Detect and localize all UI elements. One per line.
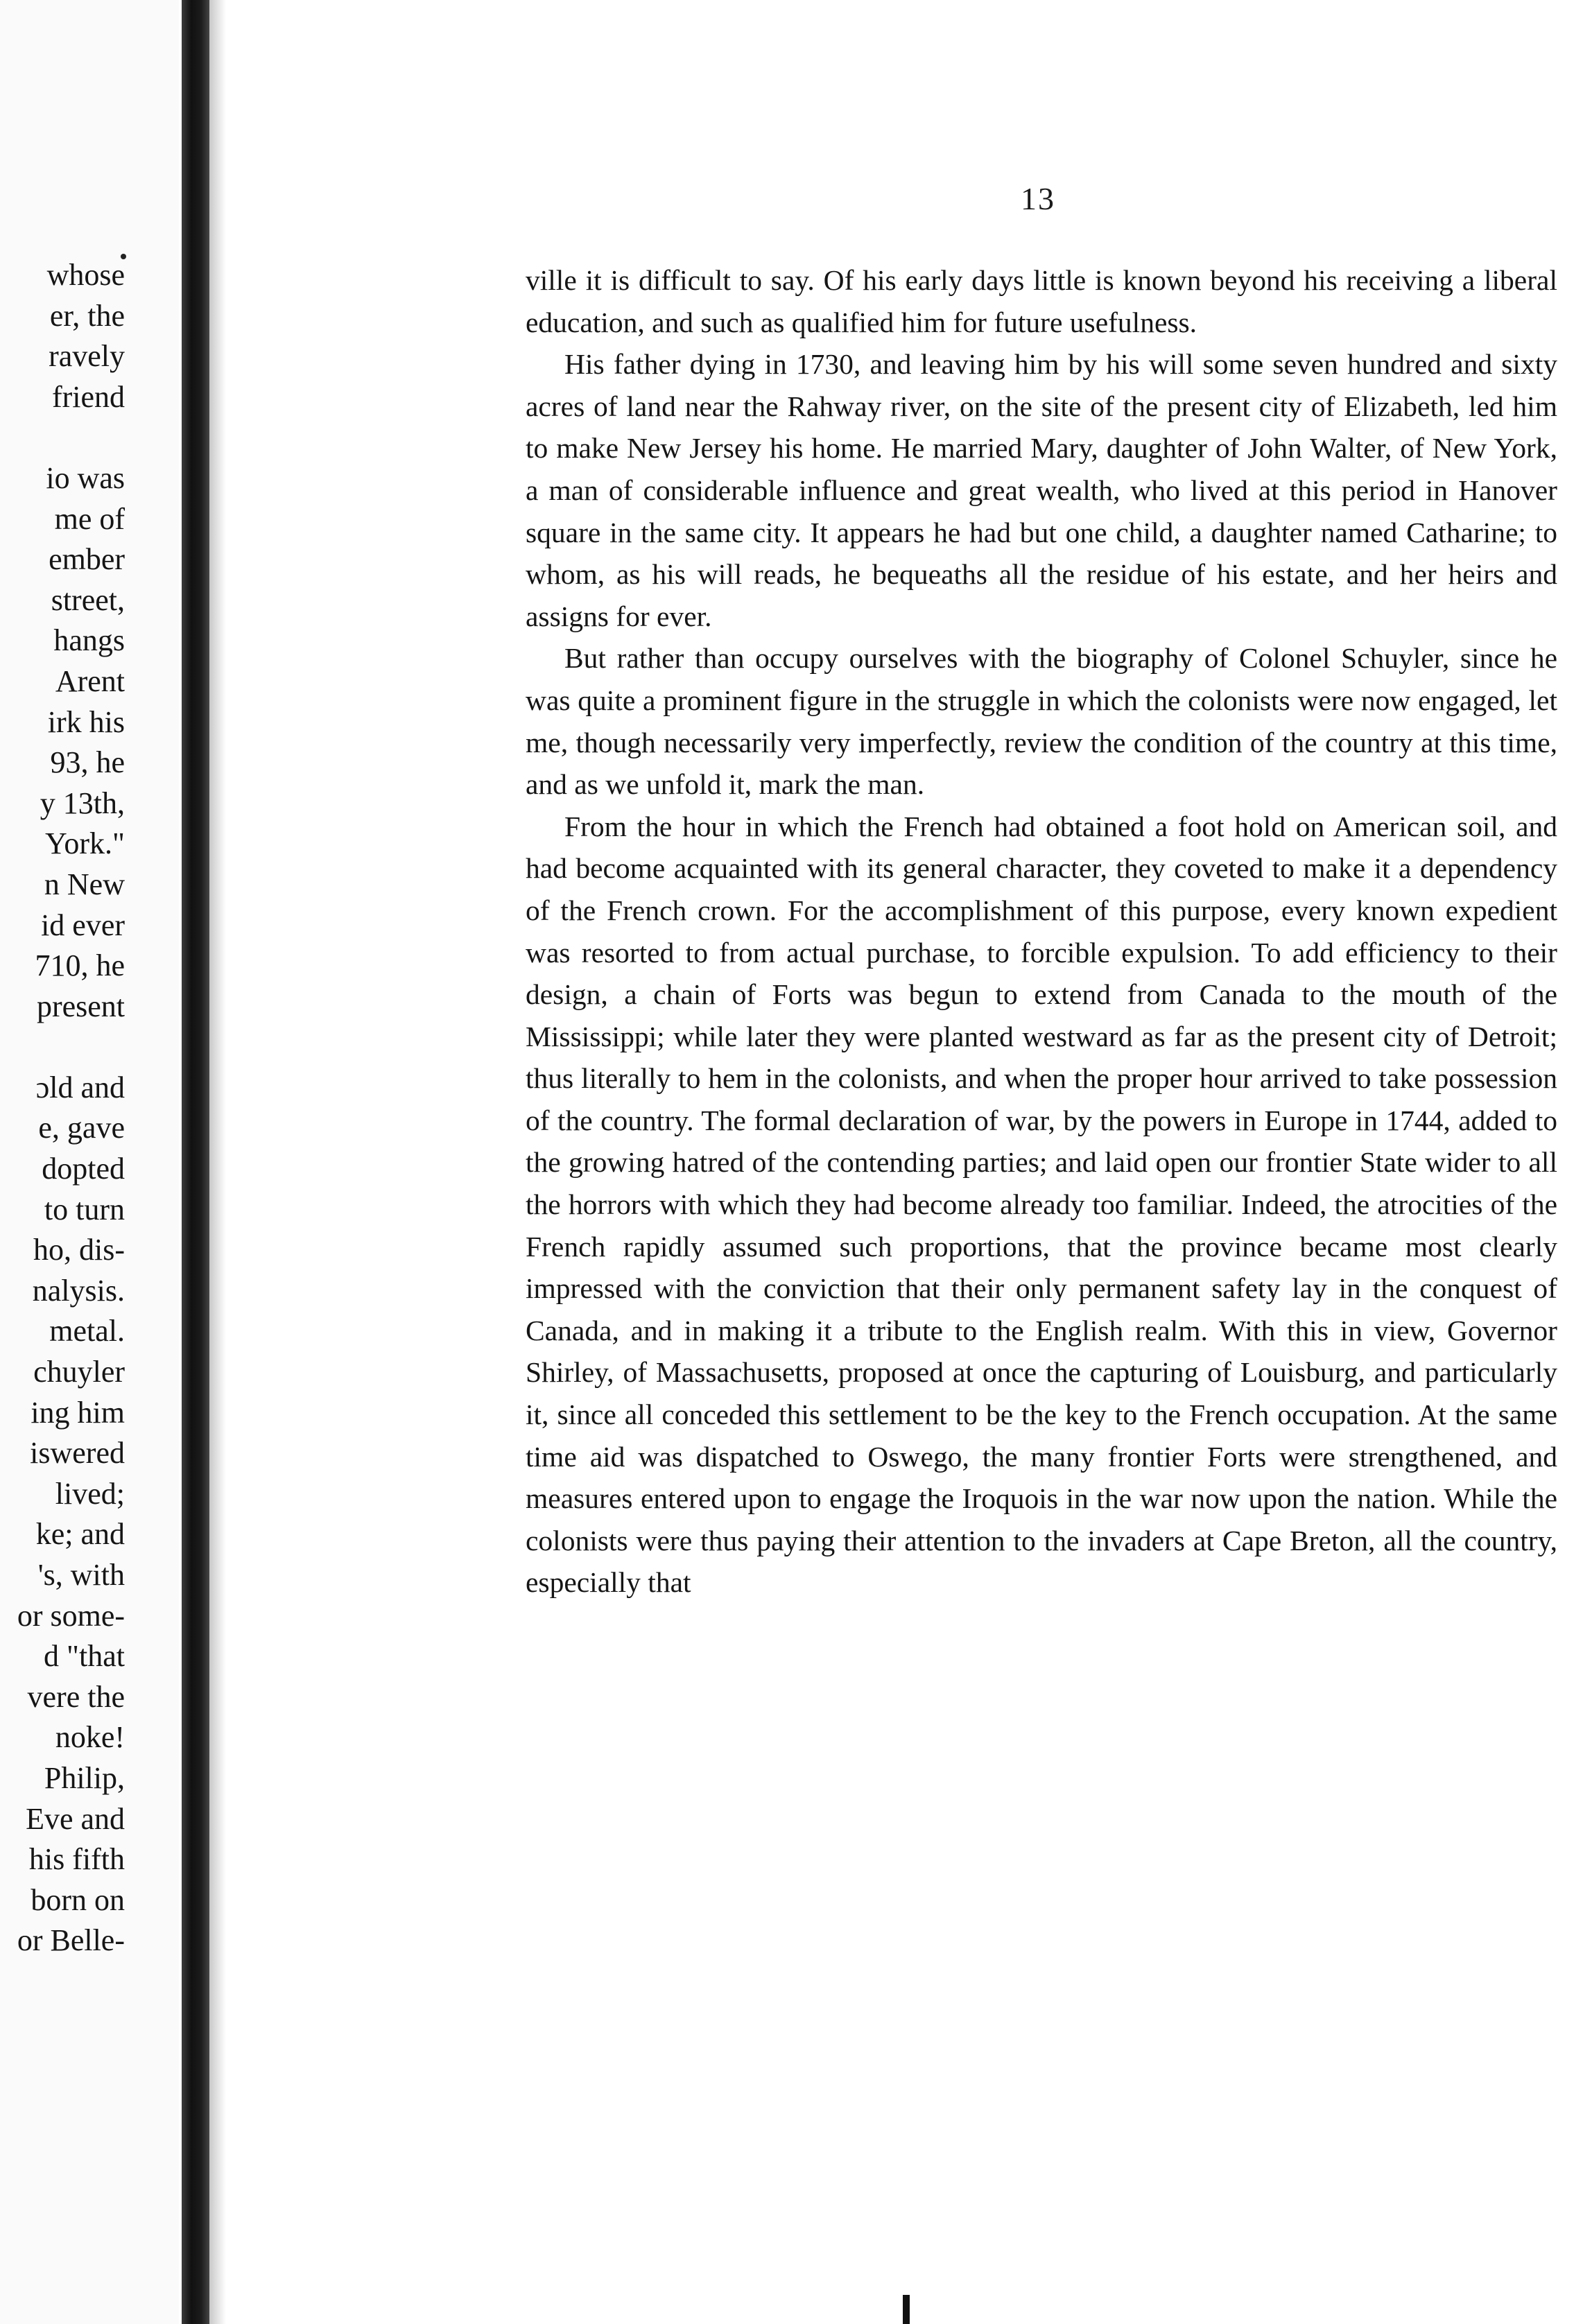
facing-page-line: dopted (42, 1152, 125, 1186)
book-gutter (182, 0, 209, 2324)
facing-page-line: friend (51, 379, 125, 414)
book-page (226, 0, 1592, 2324)
facing-page-line: his fifth (28, 1842, 125, 1877)
paragraph: His father dying in 1730, and leaving him by his will some seven hundred and sixty acres of land near the Rahway river, on the site of the present city of Elizabeth, led him to make New Jersey his home. He married Mary, daughter of John Walter, of New York, a man of considerable influence and great wealth, who lived at this period in Hanover square in the same city. It appears he had but one child, a daughter named Catharine; to whom, as his will reads, he bequeaths all the residue of his estate, and her heirs and assigns for ever. (526, 348, 1557, 632)
facing-page-line: e, gave (38, 1111, 125, 1145)
facing-page-line: 93, he (50, 745, 125, 780)
facing-page-line: to turn (44, 1192, 125, 1226)
facing-page-line: whose (46, 258, 125, 292)
scan-artifact-mark (903, 2295, 910, 2324)
facing-page-line: lived; (55, 1476, 125, 1511)
page-body-text (526, 259, 1557, 1604)
facing-page-line: born on (31, 1882, 125, 1917)
facing-page-line: y 13th, (40, 786, 125, 820)
paragraph: ville it is difficult to say. Of his early days little is known beyond his receiving a liberal education, and such as qualified him for future usefulness. (526, 264, 1557, 338)
facing-page-line: ɔld and (35, 1070, 125, 1104)
facing-page-line: street, (51, 582, 125, 617)
paragraph: From the hour in which the French had obtained a foot hold on American soil, and had become acquainted with its general character, they coveted to make it a dependency of the French crown. For the accomplishment of this purpose, every known expedient was resorted to from actual purchase, to forcible expulsion. To add efficiency to their design, a chain of Forts was begun to extend from Canada to the mouth of the Mississippi; while later they were planted westward as far as the present city of Detroit; thus literally to hem in the colonists, and when the proper hour arrived to take possession of the country. The formal declaration of war, by the powers in Europe in 1744, added to the growing hatred of the contending parties; and laid open our frontier State wider to all the horrors with which they had become already too familiar. Indeed, the atrocities of the French rapidly assumed such proportions, that the province became most clearly impressed with the conviction that their only permanent safety lay in the conquest of Canada, and in making it a tribute to the English realm. With this in view, Governor Shirley, of Massachusetts, proposed at once the capturing of Louisburg, and particularly it, since all conceded this settlement to be the key to the French occupation. At the same time aid was dispatched to Oswego, the many frontier Forts were strengthened, and measures entered upon to engage the Iroquois in the war now upon the nation. While the colonists were thus paying their attention to the invaders at Cape Breton, all the country, especially that (526, 810, 1557, 1599)
facing-page-line: ho, dis- (33, 1233, 125, 1267)
facing-page-line: d "that (44, 1639, 125, 1674)
facing-page-line (17, 1027, 125, 1068)
facing-page-line: or some- (17, 1598, 125, 1633)
facing-page-line: nalysis. (32, 1273, 125, 1308)
facing-page-line: io was (46, 460, 125, 495)
facing-page-edge (0, 0, 179, 2324)
facing-page-line: Philip, (44, 1760, 125, 1795)
facing-page-line: id ever (41, 908, 125, 942)
paragraph: But rather than occupy ourselves with the biography of Colonel Schuyler, since he was quite a prominent figure in the struggle in which the colonists were now engaged, let me, though necessarily very imperfectly, review the condition of the country at this time, and as we unfold it, mark the man. (526, 642, 1557, 801)
facing-page-line: me of (54, 501, 125, 536)
facing-page-line: or Belle- (17, 1923, 125, 1958)
facing-page-line: irk his (47, 704, 125, 739)
facing-page-line: Eve and (26, 1801, 125, 1836)
facing-page-line: hangs (53, 623, 125, 658)
facing-page-line: present (36, 989, 125, 1023)
facing-page-line: ravely (49, 339, 125, 374)
facing-page-line: Arent (55, 664, 125, 698)
facing-page-line: ember (49, 542, 125, 577)
facing-page-line: er, the (49, 298, 125, 333)
facing-page-line (17, 417, 125, 458)
facing-page-line: ke; and (35, 1517, 125, 1552)
facing-page-line: ing him (31, 1395, 125, 1430)
facing-page-text-fragments (17, 255, 125, 1961)
facing-page-line: metal. (49, 1314, 125, 1349)
facing-page-line: iswered (30, 1436, 125, 1471)
facing-page-line: 's, with (37, 1558, 125, 1592)
page-number: 13 (1021, 181, 1055, 216)
facing-page-line: vere the (27, 1679, 125, 1714)
gutter-shadow (209, 0, 226, 2324)
facing-page-line: 710, he (35, 948, 125, 983)
facing-page-line: York." (45, 826, 125, 861)
facing-page-line: n New (44, 867, 125, 901)
facing-page-line: noke! (55, 1720, 125, 1755)
facing-page-line: chuyler (33, 1355, 125, 1389)
